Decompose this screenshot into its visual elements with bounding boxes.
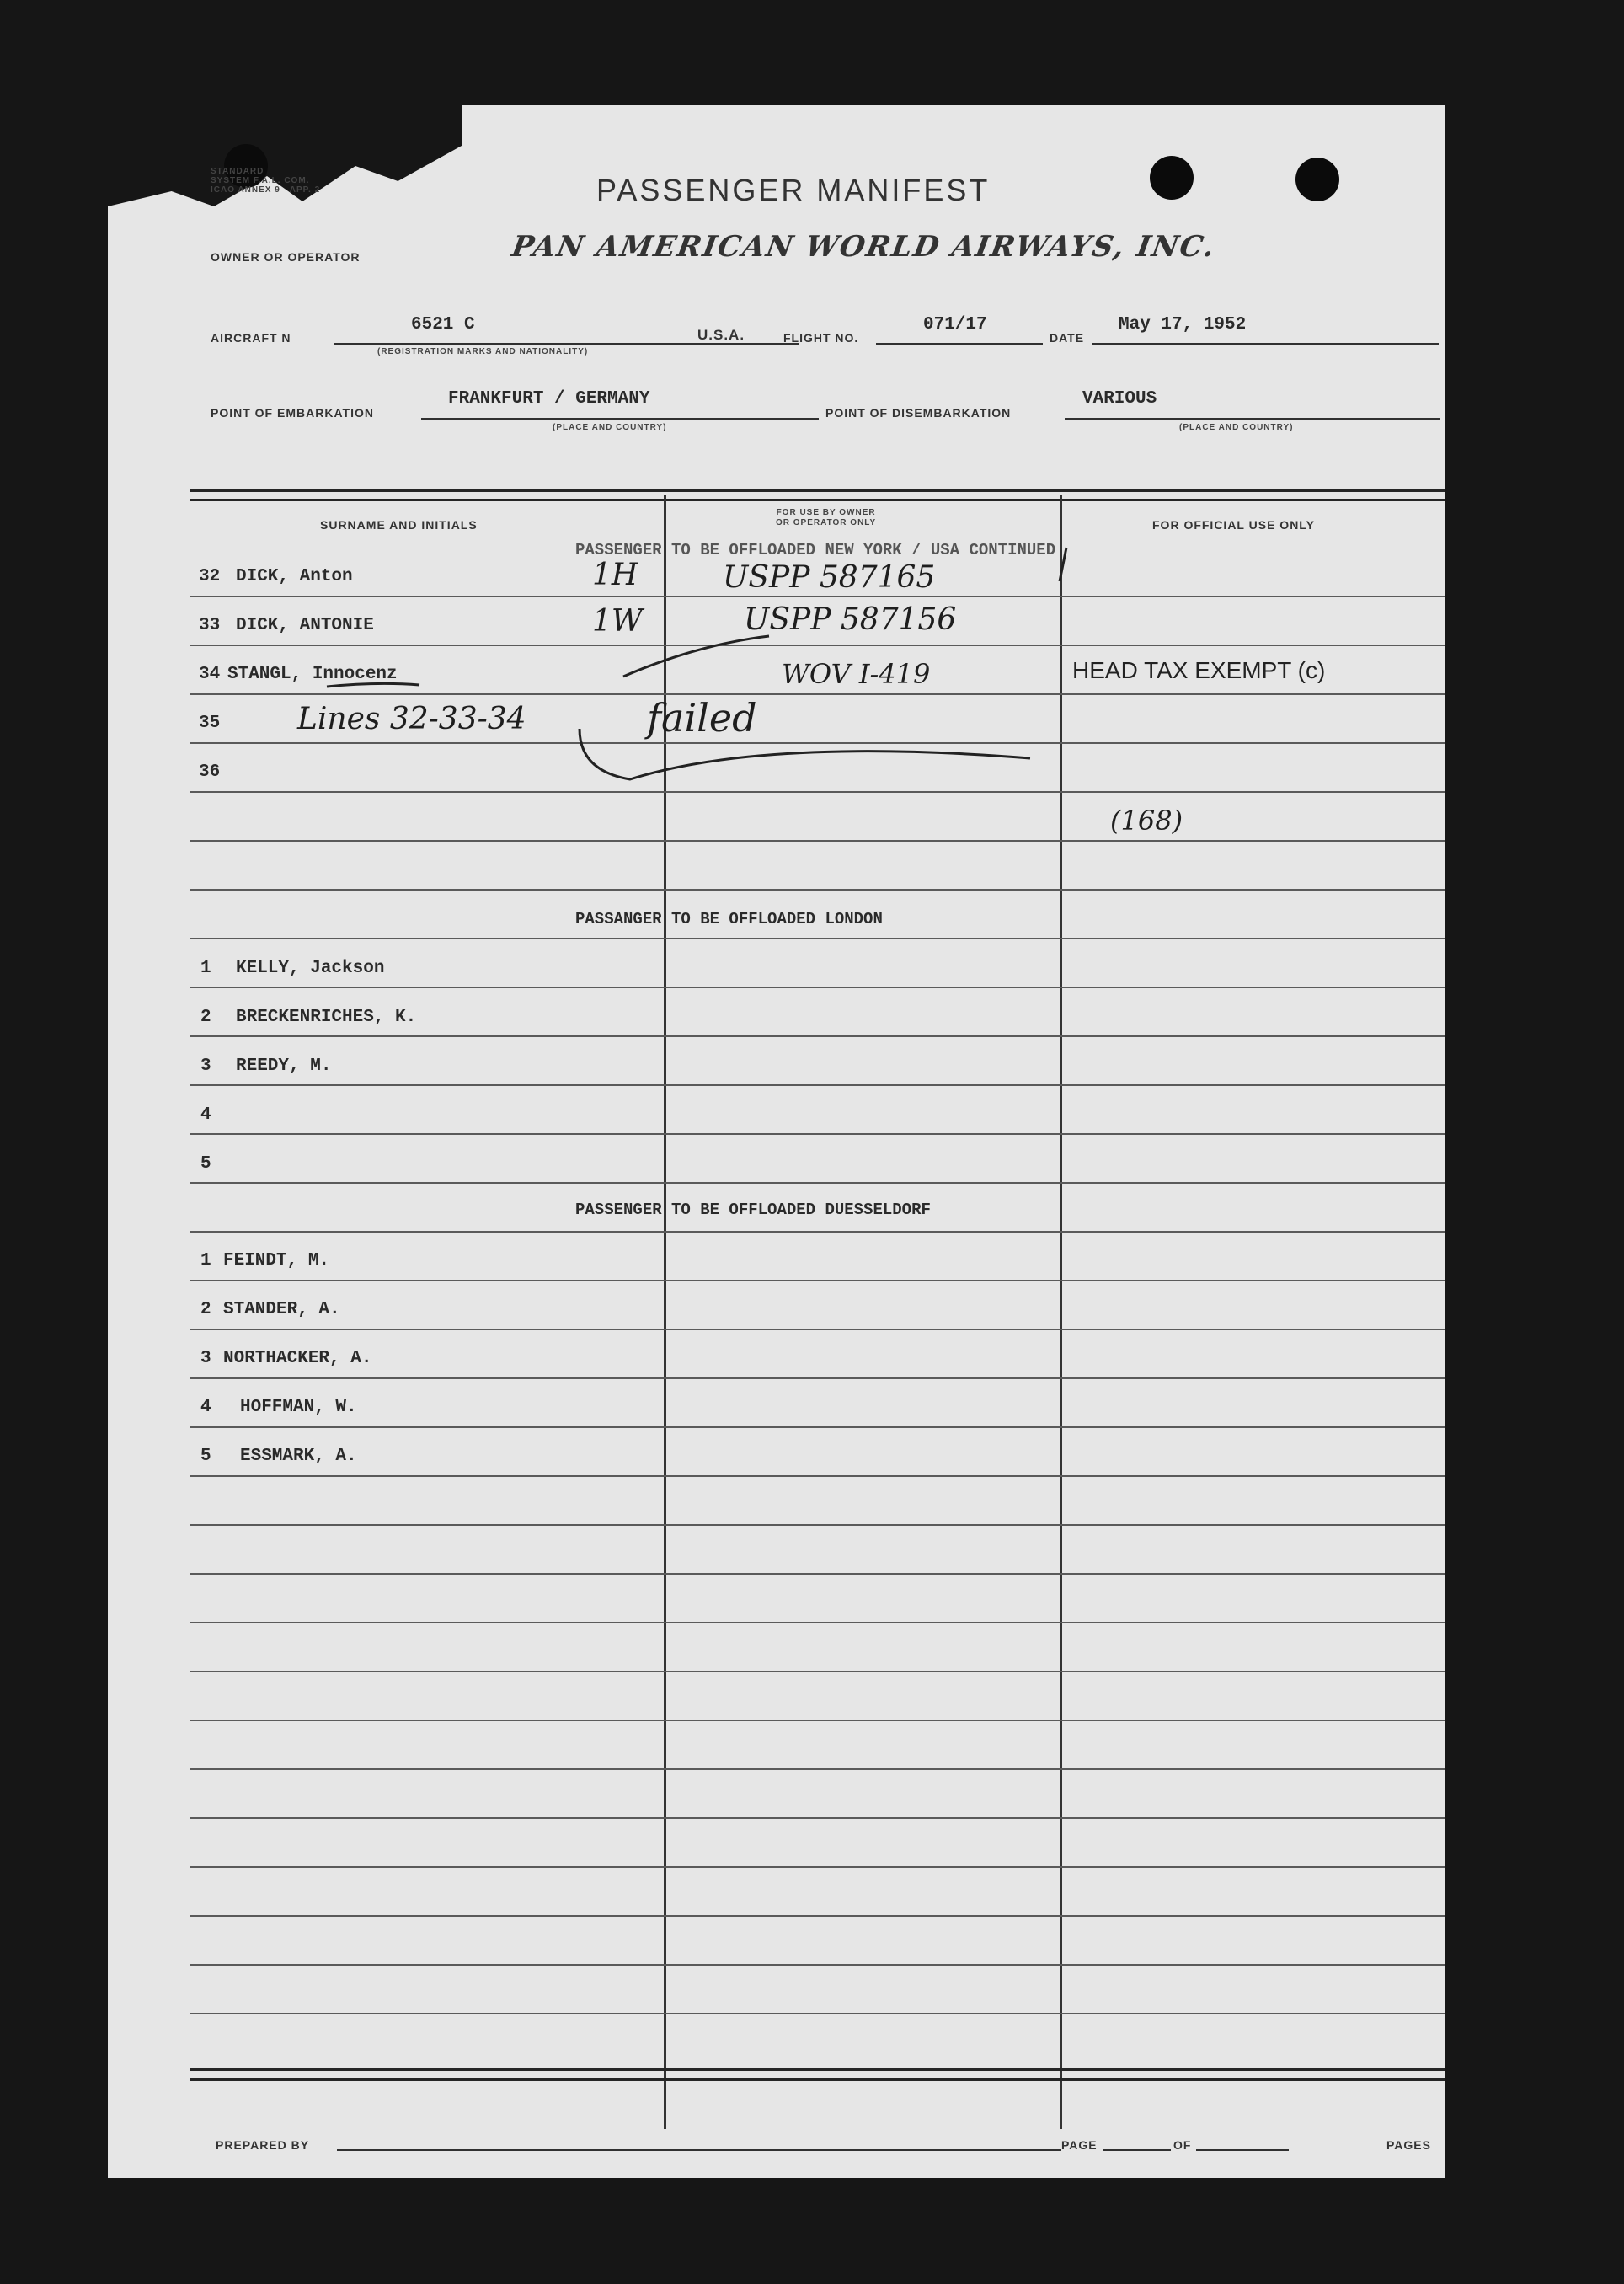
passenger-name: DICK, ANTONIE xyxy=(236,616,374,635)
of-label: OF xyxy=(1173,2138,1192,2152)
handwritten-failed: failed xyxy=(647,695,757,741)
passenger-name: DICK, Anton xyxy=(236,567,353,586)
of-line xyxy=(1196,2149,1289,2151)
col-header-surname: SURNAME AND INITIALS xyxy=(320,518,478,532)
embark-label: POINT OF EMBARKATION xyxy=(211,406,374,420)
prepared-by-label: PREPARED BY xyxy=(216,2138,310,2152)
aircraft-value: 6521 C xyxy=(411,315,475,334)
pen-strike xyxy=(327,683,419,687)
embark-value: FRANKFURT / GERMANY xyxy=(448,389,650,409)
flight-value: 071/17 xyxy=(923,315,987,334)
passport-number: USPP 587165 xyxy=(723,560,936,595)
operator-label: OWNER OR OPERATOR xyxy=(211,250,361,264)
col-header-owner: FOR USE BY OWNER OR OPERATOR ONLY xyxy=(776,508,877,527)
passenger-name: NORTHACKER, A. xyxy=(223,1349,372,1368)
section-heading-duesseldorf: PASSENGER TO BE OFFLOADED DUESSELDORF xyxy=(575,1201,931,1219)
handwritten-note: Lines 32-33-34 xyxy=(297,702,526,736)
row-number: 4 xyxy=(200,1398,211,1417)
passenger-name: REEDY, M. xyxy=(236,1056,332,1076)
embark-place-caption: (PLACE AND COUNTRY) xyxy=(553,423,667,432)
passenger-name: STANDER, A. xyxy=(223,1300,340,1319)
disembark-label: POINT OF DISEMBARKATION xyxy=(825,406,1012,420)
date-value: May 17, 1952 xyxy=(1119,315,1247,334)
handwritten-strokes xyxy=(108,105,1445,2178)
row-number: 3 xyxy=(200,1349,211,1368)
handwritten-code: 1W xyxy=(592,604,643,639)
passenger-name: FEINDT, M. xyxy=(223,1251,330,1270)
manifest-page xyxy=(108,105,1445,2178)
row-number: 34 xyxy=(199,665,221,684)
passenger-name: HOFFMAN, W. xyxy=(240,1398,357,1417)
disembark-value: VARIOUS xyxy=(1082,389,1157,409)
passport-number: USPP 587156 xyxy=(744,602,957,637)
disembark-place-caption: (PLACE AND COUNTRY) xyxy=(1179,423,1294,432)
row-number: 3 xyxy=(200,1056,211,1076)
section-heading-london: PASSANGER TO BE OFFLOADED LONDON xyxy=(575,910,883,928)
row-number: 5 xyxy=(200,1154,211,1174)
passenger-name: STANGL, Innocenz xyxy=(227,665,398,684)
row-number: 35 xyxy=(199,714,221,733)
row-number: 5 xyxy=(200,1447,211,1466)
registration-caption: (REGISTRATION MARKS AND NATIONALITY) xyxy=(377,347,589,356)
pen-stroke xyxy=(580,729,1030,779)
passenger-name: ESSMARK, A. xyxy=(240,1447,357,1466)
visa-number: WOV I-419 xyxy=(782,658,931,690)
handwritten-code: 1H xyxy=(592,558,638,592)
pen-stroke xyxy=(1060,548,1066,581)
aircraft-label: AIRCRAFT N xyxy=(211,331,291,345)
prepared-by-line xyxy=(337,2149,1061,2151)
row-number: 4 xyxy=(200,1105,211,1125)
row-number: 2 xyxy=(200,1300,211,1319)
flight-label: FLIGHT NO. xyxy=(783,331,859,345)
form-code: STANDARD SYSTEM F.A.L. COM. ICAO ANNEX 9—APP. 2 xyxy=(211,167,321,195)
col-header-official: FOR OFFICIAL USE ONLY xyxy=(1152,518,1315,532)
usa-label: U.S.A. xyxy=(697,327,745,343)
section-heading-new-york: PASSENGER TO BE OFFLOADED NEW YORK / USA CONTINUED xyxy=(575,541,1056,559)
page-line xyxy=(1103,2149,1171,2151)
row-number: 2 xyxy=(200,1008,211,1027)
date-label: DATE xyxy=(1050,331,1085,345)
row-number: 1 xyxy=(200,1251,211,1270)
row-number: 36 xyxy=(199,762,221,782)
passenger-name: BRECKENRICHES, K. xyxy=(236,1008,417,1027)
row-number: 1 xyxy=(200,959,211,978)
pen-stroke xyxy=(623,636,769,677)
page-label: PAGE xyxy=(1061,2138,1098,2152)
operator-name: PAN AMERICAN WORLD AIRWAYS, INC. xyxy=(509,230,1219,264)
row-number: 32 xyxy=(199,567,221,586)
row-number: 33 xyxy=(199,616,221,635)
handwritten-note-168: (168) xyxy=(1110,805,1183,837)
pages-label: PAGES xyxy=(1386,2138,1431,2152)
form-title: PASSENGER MANIFEST xyxy=(596,173,991,207)
passenger-name: KELLY, Jackson xyxy=(236,959,385,978)
head-tax-exempt-stamp: HEAD TAX EXEMPT (c) xyxy=(1072,657,1326,683)
